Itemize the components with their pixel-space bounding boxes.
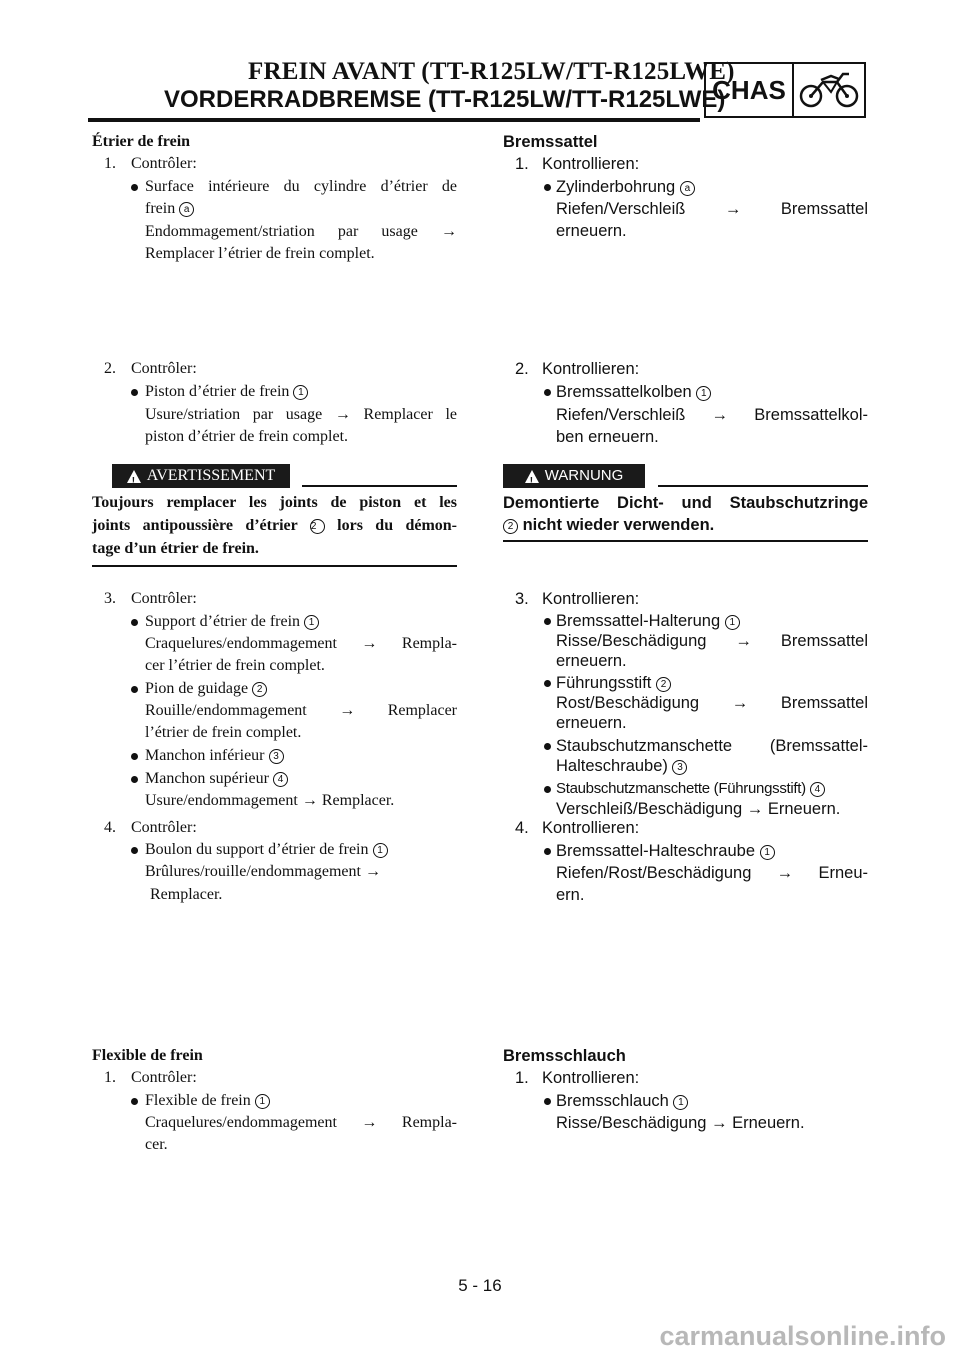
fr-hose-action: cer. [145, 1136, 168, 1153]
section-badge [704, 62, 866, 118]
callout-2: 2 [503, 519, 518, 534]
fr-warning-label-text: AVERTISSEMENT [146, 466, 276, 484]
fr-step-4-action: Remplacer. [150, 886, 223, 903]
fr-step-1-action: Remplacer l’étrier de frein complet. [145, 245, 375, 262]
de-hose-step-1-num: 1. [515, 1069, 529, 1087]
fr-warning-line-3: tage d’un étrier de frein. [92, 540, 259, 557]
de-warning-rule-bottom [503, 540, 868, 542]
callout-2: 2 [656, 677, 671, 692]
de-step-4-check: Riefen/Rost/Beschädigung → Erneu- [556, 864, 868, 882]
de-warning-label [503, 464, 645, 488]
de-hose-check: Risse/Beschädigung → Erneuern. [556, 1114, 805, 1132]
callout-1: 1 [725, 615, 740, 630]
page-title-de: VORDERRADBREMSE (TT-R125LW/TT-R125LWE) [164, 86, 726, 113]
de-step-2-item: Bremssattelkolben 1 [556, 381, 711, 403]
fr-step-1-num: 1. [104, 155, 116, 172]
de-step-3-num: 3. [515, 590, 529, 608]
bullet-icon [131, 1098, 138, 1105]
bullet-icon [131, 389, 138, 396]
bullet-icon [544, 1098, 551, 1105]
de-hose-heading: Bremsschlauch [503, 1047, 626, 1065]
fr-step-3-item-1-action: cer l’étrier de frein complet. [145, 657, 325, 674]
de-step-3-item-2-action: erneuern. [556, 714, 627, 732]
fr-warning-line-2: joints antipoussière d’étrier 2 lors du démon- [92, 517, 458, 534]
fr-step-1-title: Contrôler: [131, 155, 197, 172]
fr-step-3-num: 3. [104, 590, 116, 607]
de-step-1-num: 1. [515, 155, 529, 173]
page-number: 5 - 16 [458, 1276, 502, 1295]
de-step-2-title: Kontrollieren: [542, 360, 640, 378]
fr-step-2-num: 2. [104, 360, 116, 377]
page-title-fr: FREIN AVANT (TT-R125LW/TT-R125LWE) [248, 58, 735, 85]
de-step-1-item: Zylinderbohrung a [556, 176, 695, 198]
fr-step-3-item-3: Manchon inférieur 3 [145, 745, 284, 768]
callout-1: 1 [293, 385, 308, 400]
de-step-3-item-2-check: Rost/Beschädigung → Bremssattel [556, 694, 868, 712]
de-warning-line-2: 2 nicht wieder verwenden. [503, 514, 714, 536]
fr-step-3-item-2-action: l’étrier de frein complet. [145, 724, 302, 741]
fr-step-2-check: Usure/striation par usage → Remplacer le [145, 406, 457, 423]
header-rule [88, 118, 700, 122]
fr-hose-heading: Flexible de frein [92, 1047, 203, 1064]
fr-step-4-item: Boulon du support d’étrier de frein 1 [145, 839, 388, 862]
de-warning-label-text: WARNUNG [544, 467, 624, 484]
de-warning-line-1: Demontierte Dicht- und Staubschutzringe [503, 494, 868, 512]
de-step-4-item: Bremssattel-Halteschraube 1 [556, 840, 775, 862]
callout-1: 1 [255, 1094, 270, 1109]
callout-1: 1 [673, 1095, 688, 1110]
fr-step-1-item: Surface intérieure du cylindre d’étrier de [145, 178, 457, 195]
de-step-3-title: Kontrollieren: [542, 590, 640, 608]
motorcycle-icon [794, 64, 864, 116]
bullet-icon [131, 686, 138, 693]
de-step-3-item-4: Staubschutzmanschette (Führungsstift) 4 [556, 778, 825, 800]
de-step-3-item-1: Bremssattel-Halterung 1 [556, 610, 740, 632]
bullet-icon [544, 184, 551, 191]
fr-hose-step-1-title: Contrôler: [131, 1069, 197, 1086]
fr-warning-label [112, 464, 290, 488]
de-hose-item: Bremsschlauch 1 [556, 1090, 688, 1112]
fr-step-2-item: Piston d’étrier de frein 1 [145, 381, 308, 404]
fr-warning-line-1: Toujours remplacer les joints de piston et les [92, 494, 457, 511]
section-badge-label: CHAS [706, 64, 794, 116]
callout-3: 3 [672, 760, 687, 775]
fr-step-3-item-2: Pion de guidage 2 [145, 678, 267, 701]
fr-step-4-num: 4. [104, 819, 116, 836]
warning-icon [127, 470, 141, 483]
de-step-3-item-4-check: Verschleiß/Beschädigung → Erneuern. [556, 800, 841, 818]
bullet-icon [544, 618, 551, 625]
bullet-icon [544, 786, 551, 793]
fr-step-3-item-4-check: Usure/endommagement → Remplacer. [145, 792, 395, 809]
fr-caliper-heading: Étrier de frein [92, 133, 191, 150]
de-step-3-item-1-action: erneuern. [556, 652, 627, 670]
de-step-3-item-2: Führungsstift 2 [556, 672, 671, 694]
fr-step-3-item-1: Support d’étrier de frein 1 [145, 611, 319, 634]
bullet-icon [544, 680, 551, 687]
de-step-4-title: Kontrollieren: [542, 819, 640, 837]
de-step-1-title: Kontrollieren: [542, 155, 640, 173]
bullet-icon [544, 848, 551, 855]
bullet-icon [131, 847, 138, 854]
bullet-icon [544, 389, 551, 396]
de-step-2-check: Riefen/Verschleiß → Bremssattelkol- [556, 406, 868, 424]
fr-hose-check: Craquelures/endommagement → Rempla- [145, 1114, 457, 1131]
fr-step-2-title: Contrôler: [131, 360, 197, 377]
fr-step-3-item-1-check: Craquelures/endommagement → Rempla- [145, 635, 457, 652]
de-step-4-action: ern. [556, 886, 585, 904]
fr-step-2-action: piston d’étrier de frein complet. [145, 428, 349, 445]
de-step-1-action: erneuern. [556, 222, 627, 240]
callout-1: 1 [760, 845, 775, 860]
de-step-3-item-3: Staubschutzmanschette (Bremssattel- [556, 737, 868, 755]
callout-1: 1 [304, 615, 319, 630]
fr-step-1-item-cont: frein a [145, 198, 194, 221]
fr-step-4-check: Brûlures/rouille/endommagement → [145, 863, 381, 880]
fr-step-4-title: Contrôler: [131, 819, 197, 836]
bullet-icon [131, 753, 138, 760]
callout-a: a [680, 181, 695, 196]
bullet-icon [131, 184, 138, 191]
bullet-icon [131, 776, 138, 783]
de-step-2-num: 2. [515, 360, 529, 378]
fr-hose-item: Flexible de frein 1 [145, 1090, 270, 1113]
fr-step-3-item-2-check: Rouille/endommagement → Remplacer [145, 702, 457, 719]
callout-a: a [179, 202, 194, 217]
bullet-icon [131, 619, 138, 626]
callout-2: 2 [252, 682, 267, 697]
de-step-4-num: 4. [515, 819, 529, 837]
watermark[interactable]: carmanualsonline.info [659, 1321, 946, 1351]
fr-warning-rule-bottom [92, 565, 457, 567]
fr-warning-rule-top [302, 485, 457, 487]
fr-hose-step-1-num: 1. [104, 1069, 116, 1086]
callout-2: 2 [310, 519, 325, 534]
de-step-3-item-1-check: Risse/Beschädigung → Bremssattel [556, 632, 868, 650]
de-step-3-item-3-cont: Halteschraube) 3 [556, 755, 687, 777]
de-step-1-check: Riefen/Verschleiß → Bremssattel [556, 200, 868, 218]
de-caliper-heading: Bremssattel [503, 133, 598, 151]
callout-4: 4 [273, 772, 288, 787]
de-step-2-action: ben erneuern. [556, 428, 659, 446]
callout-3: 3 [269, 749, 284, 764]
callout-4: 4 [810, 782, 825, 797]
fr-step-1-check: Endommagement/striation par usage → [145, 223, 457, 240]
de-warning-rule-top [658, 485, 868, 487]
warning-icon [525, 470, 539, 483]
fr-step-3-item-4: Manchon supérieur 4 [145, 768, 288, 791]
bullet-icon [544, 743, 551, 750]
callout-1: 1 [696, 386, 711, 401]
fr-step-3-title: Contrôler: [131, 590, 197, 607]
de-hose-step-1-title: Kontrollieren: [542, 1069, 640, 1087]
callout-1: 1 [373, 843, 388, 858]
